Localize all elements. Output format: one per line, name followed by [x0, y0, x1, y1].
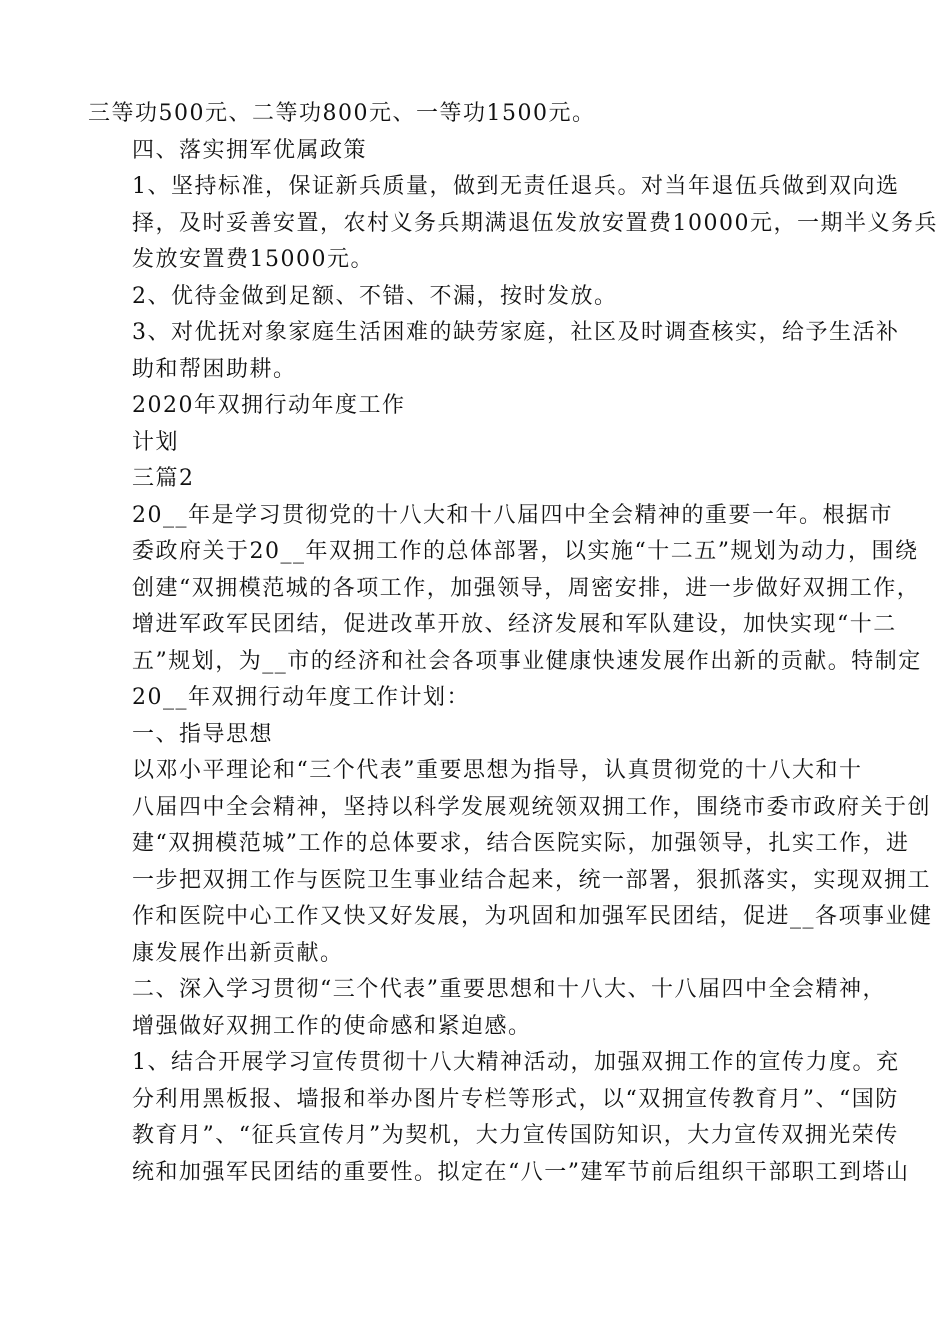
paragraph	[88, 1045, 910, 1191]
text-line: 择，及时妥善安置，农村义务兵期满退伍发放安置费10000元，一期半义务兵	[132, 210, 938, 236]
paragraph	[88, 169, 938, 279]
text-line: 委政府关于20__年双拥工作的总体部署，以实施“十二五”规划为动力，围绕	[132, 539, 919, 564]
paragraph	[88, 388, 864, 425]
text-line: 增强做好双拥工作的使命感和紧迫感。	[132, 1013, 532, 1039]
text-line: 助和帮困助耕。	[132, 356, 297, 382]
paragraph	[88, 425, 864, 462]
text-line: 一步把双拥工作与医院卫生事业结合起来，统一部署，狠抓落实，实现双拥工	[132, 867, 932, 893]
text-line: 以邓小平理论和“三个代表”重要思想为指导，认真贯彻党的十八大和十	[132, 758, 863, 783]
text-line: 作和医院中心工作又快又好发展，为巩固和加强军民团结，促进__各项事业健	[132, 904, 933, 929]
text-line: 康发展作出新贡献。	[132, 940, 344, 966]
document-page	[88, 96, 938, 1191]
text-line: 发放安置费15000元。	[132, 247, 374, 272]
paragraph	[88, 498, 922, 717]
text-line: 创建“双拥模范城的各项工作，加强领导，周密安排，进一步做好双拥工作，	[132, 575, 921, 601]
text-line: 2、优待金做到足额、不错、不漏，按时发放。	[132, 283, 618, 309]
text-line: 计划	[132, 429, 180, 455]
text-line: 1、结合开展学习宣传贯彻十八大精神活动，加强双拥工作的宣传力度。充	[132, 1050, 900, 1075]
paragraph	[88, 461, 864, 498]
text-line: 20__年是学习贯彻党的十八大和十八届四中全会精神的重要一年。根据市	[132, 502, 893, 528]
paragraph	[88, 717, 864, 754]
text-line: 统和加强军民团结的重要性。拟定在“八一”建军节前后组织干部职工到塔山	[132, 1159, 910, 1185]
text-line: 一、指导思想	[132, 721, 274, 747]
text-line: 1、坚持标准，保证新兵质量，做到无责任退兵。对当年退伍兵做到双向选	[132, 174, 900, 199]
text-line: 三等功500元、二等功800元、一等功1500元。	[88, 101, 596, 126]
text-line: 建“双拥模范城”工作的总体要求，结合医院实际，加强领导，扎实工作，进	[132, 831, 910, 856]
text-line: 20__年双拥行动年度工作计划：	[132, 685, 470, 710]
text-line: 2020年双拥行动年度工作	[132, 393, 406, 418]
paragraph	[88, 315, 900, 388]
text-line: 五”规划，为__市的经济和社会各项事业健康快速发展作出新的贡献。特制定	[132, 648, 922, 674]
paragraph	[88, 279, 864, 316]
text-line: 教育月”、“征兵宣传月”为契机，大力宣传国防知识，大力宣传双拥光荣传	[132, 1123, 899, 1148]
paragraph	[88, 972, 886, 1045]
text-line: 二、深入学习贯彻“三个代表”重要思想和十八大、十八届四中全会精神，	[132, 977, 886, 1002]
text-line: 3、对优抚对象家庭生活困难的缺劳家庭，社区及时调查核实，给予生活补	[132, 320, 900, 345]
text-line: 八届四中全会精神，坚持以科学发展观统领双拥工作，围绕市委市政府关于创	[132, 794, 932, 820]
paragraph	[88, 96, 864, 133]
paragraph	[88, 133, 864, 170]
text-line: 分利用黑板报、墙报和举办图片专栏等形式，以“双拥宣传教育月”、“国防	[132, 1086, 899, 1112]
text-line: 增进军政军民团结，促进改革开放、经济发展和军队建设，加快实现“十二	[132, 612, 897, 637]
text-line: 四、落实拥军优属政策	[132, 137, 368, 163]
paragraph	[88, 753, 933, 972]
text-line: 三篇2	[132, 466, 195, 491]
